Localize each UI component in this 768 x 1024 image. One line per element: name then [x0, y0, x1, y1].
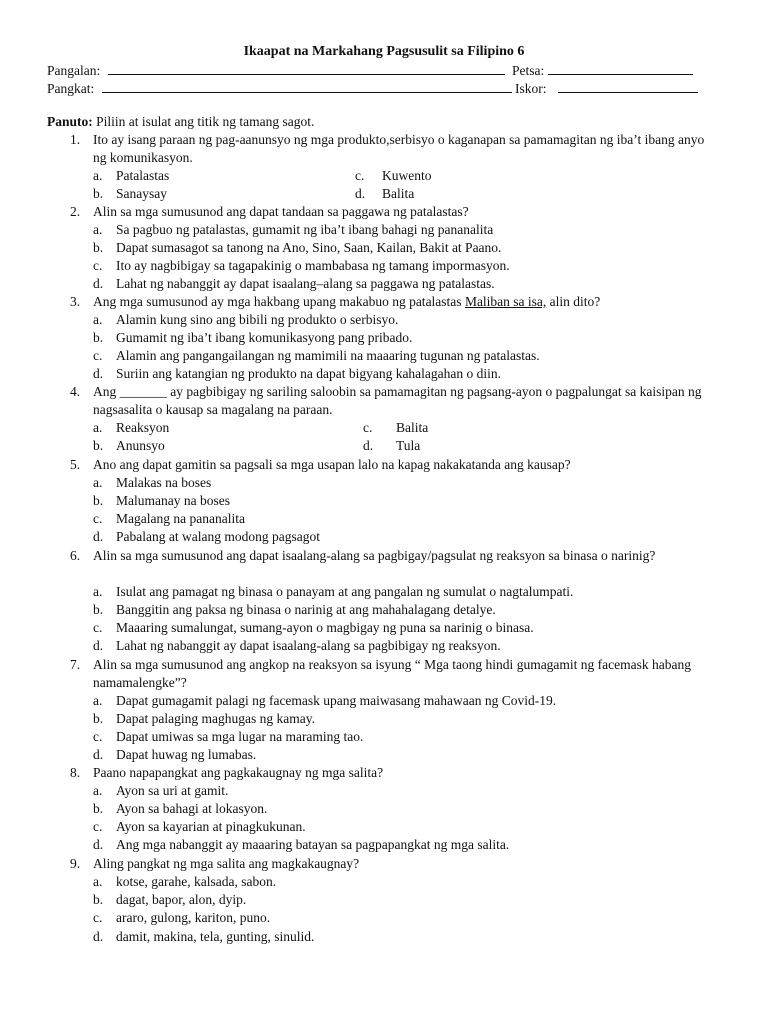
option-letter: c. — [93, 258, 103, 273]
question-text: Alin sa mga sumusunod ang dapat tandaan sa paggawa ng patalastas? — [93, 204, 469, 219]
question-text: Ito ay isang paraan ng pag-aanunsyo ng mga produkto,serbisyo o kaganapan sa pamamagitan ng iba’t ibang anyo ng komunikasyon. — [93, 132, 705, 165]
option-text: Kuwento — [382, 168, 432, 183]
option-letter: b. — [93, 240, 104, 255]
option-text: Alamin kung sino ang bibili ng produkto o serbisyo. — [116, 312, 399, 327]
option-letter: c. — [93, 819, 103, 834]
option-text: Malakas na boses — [116, 475, 212, 490]
option-text: araro, gulong, kariton, puno. — [116, 910, 271, 925]
section-row — [47, 79, 698, 97]
option-letter: a. — [93, 693, 103, 708]
option-letter: c. — [93, 910, 103, 925]
option-letter: a. — [93, 420, 103, 435]
option-letter: a. — [93, 312, 103, 327]
question-number: 9. — [70, 856, 81, 871]
option-text: Ayon sa uri at gamit. — [116, 783, 229, 798]
option-text: Pabalang at walang modong pagsagot — [116, 529, 320, 544]
option-text: kotse, garahe, kalsada, sabon. — [116, 874, 277, 889]
option-letter: a. — [93, 168, 103, 183]
option-text: Balita — [396, 420, 429, 435]
option-text: Alamin ang pangangailangan ng mamimili na maaaring tugunan ng patalastas. — [116, 348, 540, 363]
question-text: Aling pangkat ng mga salita ang magkakaugnay? — [93, 856, 360, 871]
option-letter: b. — [93, 892, 104, 907]
option-letter: b. — [93, 801, 104, 816]
question-text: Alin sa mga sumusunod ang angkop na reaksyon sa isyung “ Mga taong hindi gumagamit ng facemask habang namamalengke”? — [93, 657, 692, 690]
date-line[interactable] — [548, 61, 693, 75]
option-letter: d. — [93, 529, 104, 544]
question-number: 8. — [70, 765, 81, 780]
option-letter: d. — [355, 186, 366, 201]
question-text-emphasis: Maliban sa isa, — [464, 294, 547, 309]
option-text: Balita — [382, 186, 415, 201]
option-text: Dapat huwag ng lumabas. — [116, 747, 257, 762]
exam-title: Ikaapat na Markahang Pagsusulit sa Filipino 6 — [243, 44, 525, 59]
option-letter: a. — [93, 874, 103, 889]
option-text: Suriin ang katangian ng produkto na dapat bigyang kahalagahan o diin. — [116, 366, 502, 381]
option-text: Ang mga nabanggit ay maaaring batayan sa pagpapangkat ng mga salita. — [116, 837, 510, 852]
question-text: Ano ang dapat gamitin sa pagsali sa mga usapan lalo na kapag nakakatanda ang kausap? — [93, 457, 571, 472]
option-text: Lahat ng nabanggit ay dapat isaalang–alang sa paggawa ng patalastas. — [116, 276, 495, 291]
question-text — [93, 293, 718, 311]
option-letter: d. — [93, 929, 104, 944]
date-label: Petsa: — [512, 63, 545, 78]
option-text: Patalastas — [116, 168, 170, 183]
option-text: Ito ay nagbibigay sa tagapakinig o mambabasa ng tamang impormasyon. — [116, 258, 510, 273]
option-text: Reaksyon — [116, 420, 170, 435]
option-letter: d. — [363, 438, 374, 453]
section-label: Pangkat: — [47, 81, 95, 96]
option-letter: b. — [93, 602, 104, 617]
option-letter: a. — [93, 584, 103, 599]
option-letter: c. — [93, 511, 103, 526]
name-row — [47, 61, 693, 79]
option-letter: a. — [93, 475, 103, 490]
option-text: dagat, bapor, alon, dyip. — [116, 892, 247, 907]
option-text: Maaaring sumalungat, sumang-ayon o magbigay ng puna sa narinig o binasa. — [116, 620, 534, 635]
option-letter: b. — [93, 711, 104, 726]
option-text: Banggitin ang paksa ng binasa o narinig at ang mahahalagang detalye. — [116, 602, 496, 617]
option-text: Gumamit ng iba’t ibang komunikasyong pang pribado. — [116, 330, 413, 345]
option-letter: c. — [93, 729, 103, 744]
question-number: 2. — [70, 204, 81, 219]
question-number: 1. — [70, 132, 81, 147]
instructions-label: Panuto: — [47, 114, 93, 129]
option-letter: b. — [93, 438, 104, 453]
option-letter: a. — [93, 222, 103, 237]
option-text: Isulat ang pamagat ng binasa o panayam at ang pangalan ng sumulat o nagtalumpati. — [116, 584, 574, 599]
question-number: 6. — [70, 548, 81, 563]
option-text: Ayon sa bahagi at lokasyon. — [116, 801, 268, 816]
score-line[interactable] — [558, 79, 698, 93]
option-letter: c. — [355, 168, 365, 183]
question-text: Alin sa mga sumusunod ang dapat isaalang-alang sa pagbigay/pagsulat ng reaksyon sa binasa o narinig? — [93, 548, 656, 563]
option-letter: a. — [93, 783, 103, 798]
option-letter: c. — [93, 348, 103, 363]
score-label: Iskor: — [515, 81, 547, 96]
option-letter: d. — [93, 276, 104, 291]
question-text-part: alin dito? — [546, 294, 601, 309]
option-text: Dapat palaging maghugas ng kamay. — [116, 711, 315, 726]
option-letter: b. — [93, 186, 104, 201]
option-text: Sa pagbuo ng patalastas, gumamit ng iba’t ibang bahagi ng pananalita — [116, 222, 494, 237]
question-text-part: Ang mga sumusunod ay mga hakbang upang makabuo ng patalastas — [93, 294, 465, 309]
question-text: Paano napapangkat ang pagkakaugnay ng mga salita? — [93, 765, 384, 780]
option-text: Anunsyo — [116, 438, 165, 453]
option-text: Tula — [396, 438, 421, 453]
option-text: Sanaysay — [116, 186, 167, 201]
option-text: Ayon sa kayarian at pinagkukunan. — [116, 819, 306, 834]
question-number: 7. — [70, 657, 81, 672]
section-line[interactable] — [102, 79, 512, 93]
option-letter: d. — [93, 837, 104, 852]
name-label: Pangalan: — [47, 63, 101, 78]
option-text: damit, makina, tela, gunting, sinulid. — [116, 929, 315, 944]
option-text: Dapat umiwas sa mga lugar na maraming tao. — [116, 729, 364, 744]
question-text: Ang _______ ay pagbibigay ng sariling saloobin sa pamamagitan ng pagsang-ayon o pagpalungat sa kaisipan ng nagsasalita o kausap sa magalang na paraan. — [93, 384, 702, 417]
name-line[interactable] — [108, 61, 505, 75]
option-text: Dapat gumagamit palagi ng facemask upang maiwasang mahawaan ng Covid-19. — [116, 693, 557, 708]
option-letter: c. — [93, 620, 103, 635]
instructions-text: Piliin at isulat ang titik ng tamang sagot. — [92, 114, 315, 129]
option-text: Dapat sumasagot sa tanong na Ano, Sino, Saan, Kailan, Bakit at Paano. — [116, 240, 502, 255]
option-letter: c. — [363, 420, 373, 435]
option-letter: b. — [93, 493, 104, 508]
option-letter: d. — [93, 747, 104, 762]
option-letter: d. — [93, 366, 104, 381]
option-letter: b. — [93, 330, 104, 345]
question-number: 4. — [70, 384, 81, 399]
instructions — [47, 113, 314, 131]
option-text: Lahat ng nabanggit ay dapat isaalang-alang sa pagbibigay ng reaksyon. — [116, 638, 501, 653]
question-number: 3. — [70, 294, 81, 309]
question-number: 5. — [70, 457, 81, 472]
option-text: Malumanay na boses — [116, 493, 230, 508]
option-text: Magalang na pananalita — [116, 511, 245, 526]
option-letter: d. — [93, 638, 104, 653]
